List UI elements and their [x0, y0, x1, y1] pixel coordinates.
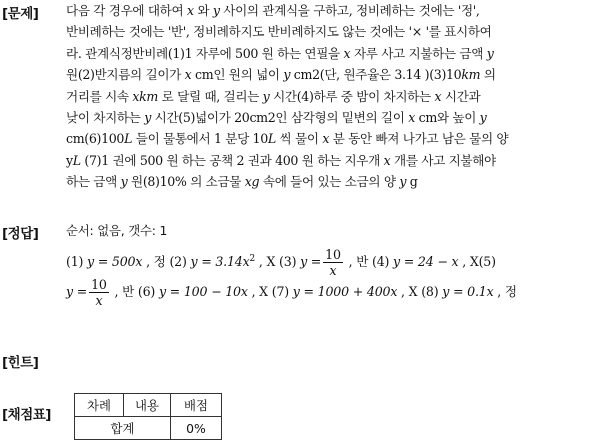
math-variable: L: [124, 131, 133, 147]
problem-text-segment: 반비례하는 것에는 '반', 정비례하지도 반비례하지도 않는 것에는 '× '를 표시하여: [66, 24, 492, 40]
problem-text-segment: cm2(단, 원주율은 3.14 )(3)10: [290, 67, 462, 83]
equation-8: y = 0.1x: [442, 284, 494, 299]
problem-line: [66, 21, 602, 42]
math-variable: x: [322, 131, 330, 147]
answer-block: [66, 222, 602, 310]
answer-label: [정답]: [2, 226, 39, 242]
math-variable: x: [383, 152, 391, 168]
fraction-3-numerator: 10: [325, 247, 341, 263]
answer-text: , 반 (4): [344, 254, 394, 270]
problem-text-segment: 속에 들어 있는 소금의 양: [259, 174, 400, 190]
header-content: 내용: [124, 394, 171, 417]
scoring-total-row: [75, 417, 222, 440]
math-variable: y: [399, 174, 407, 190]
fraction-5-denominator: x: [95, 293, 103, 308]
header-points: 배점: [171, 394, 222, 417]
problem-text-segment: g: [406, 174, 418, 190]
problem-text: [66, 0, 602, 193]
problem-line: [66, 0, 602, 21]
problem-text-segment: 원(2)반지름의 길이가: [66, 67, 185, 83]
problem-text-segment: 시간(4)하루 중 밤이 차지하는: [269, 88, 435, 104]
problem-text-segment: 로 달릴 때, 걸리는: [158, 88, 263, 104]
problem-text-segment: 들이 물통에서 1 분당 10: [132, 131, 268, 147]
answer-text: , 정: [493, 284, 517, 299]
equation-2-exponent: 2: [249, 254, 256, 264]
answer-text: , 정 (2): [142, 254, 191, 270]
problem-text-segment: 다음 각 경우에 대하여: [66, 3, 187, 18]
equation-6: y = 100 − 10x: [158, 284, 248, 299]
problem-line: [66, 150, 602, 171]
math-variable: x: [343, 45, 351, 61]
math-variable: y: [212, 3, 220, 18]
answer-text: , X (3): [255, 254, 301, 270]
math-variable: y: [283, 67, 291, 83]
problem-line: [66, 171, 602, 192]
fraction-5-numerator: 10: [91, 277, 107, 292]
header-order: 차례: [75, 394, 124, 417]
answer-text: , X(5): [458, 254, 496, 270]
problem-text-segment: 와: [193, 3, 213, 18]
scoring-label: [채점표]: [2, 407, 51, 423]
math-variable: y: [486, 45, 494, 61]
problem-line: [66, 128, 602, 149]
math-variable: y: [479, 109, 487, 125]
problem-text-segment: 분 동안 빠져 나가고 남은 물의 양: [329, 131, 509, 147]
problem-text-segment: 라. 관계식정반비례(1)1 자루에 500 원 하는 연필을: [66, 45, 344, 61]
answer-text: , X (7): [247, 284, 293, 299]
answer-text: , X (8): [397, 284, 443, 299]
problem-line: [66, 107, 602, 128]
math-variable: x: [186, 3, 194, 18]
math-variable: xkm: [132, 88, 159, 104]
answer-line-1: [66, 242, 602, 279]
equation-7: y = 1000 + 400x: [292, 284, 398, 299]
problem-label: [문제]: [2, 6, 39, 22]
equation-2: y = 3.14x: [190, 254, 250, 270]
problem-line: [66, 86, 602, 107]
answer-text: (1): [66, 254, 88, 270]
scoring-header-row: [75, 394, 222, 417]
problem-text-segment: 자루 사고 지불하는 금액: [350, 45, 487, 61]
problem-text-segment: 낮이 차지하는: [66, 109, 145, 125]
problem-text-segment: 사이의 관계식을 구하고, 정비례하는 것에는 '정',: [219, 3, 480, 18]
answer-line-2: [66, 274, 602, 310]
total-value: 0%: [171, 417, 222, 440]
problem-text-segment: 의: [480, 67, 496, 83]
problem-text-segment: 시간(5)넓이가 20cm2인 삼각형의 밑변의 길이: [150, 109, 409, 125]
math-variable: xg: [244, 174, 260, 190]
math-variable: L: [72, 152, 81, 168]
fraction-5: [89, 277, 109, 308]
problem-text-segment: cm(6)100: [66, 131, 125, 147]
problem-text-segment: 하는 금액: [66, 174, 121, 190]
problem-text-segment: 개를 사고 지불해야: [390, 152, 496, 168]
scoring-table: [74, 393, 222, 440]
problem-text-segment: 거리를 시속: [66, 88, 133, 104]
math-variable: y: [144, 109, 151, 125]
answer-meta: 순서: 없음, 갯수: 1: [66, 223, 168, 238]
problem-text-segment: (7)1 권에 500 원 하는 공책 2 권과 400 원 하는 지우개: [80, 152, 384, 168]
math-variable: y: [120, 174, 128, 190]
fraction-3-denominator: x: [329, 263, 337, 279]
problem-text-segment: cm인 원의 넓이: [191, 67, 284, 83]
answer-text: , 반 (6): [110, 284, 159, 299]
hint-label: [힌트]: [2, 355, 39, 371]
problem-text-segment: 원(8)10% 의 소금물: [127, 174, 245, 190]
problem-text-segment: y: [66, 152, 73, 168]
math-variable: y: [262, 88, 270, 104]
math-variable: L: [267, 131, 276, 147]
math-variable: x: [434, 88, 442, 104]
equation-5: y =: [66, 284, 88, 299]
math-variable: km: [461, 67, 481, 83]
equation-3: y =: [300, 254, 322, 270]
math-variable: x: [408, 109, 415, 125]
problem-text-segment: cm와 높이: [414, 109, 480, 125]
problem-line: [66, 64, 602, 85]
problem-line: [66, 43, 602, 64]
math-variable: x: [184, 67, 192, 83]
problem-text-segment: 시간과: [441, 88, 481, 104]
total-label: 합계: [75, 417, 171, 440]
equation-4: y = 24 − x: [393, 254, 459, 270]
equation-1: y = 500x: [87, 254, 143, 270]
problem-text-segment: 씩 물이: [275, 131, 323, 147]
